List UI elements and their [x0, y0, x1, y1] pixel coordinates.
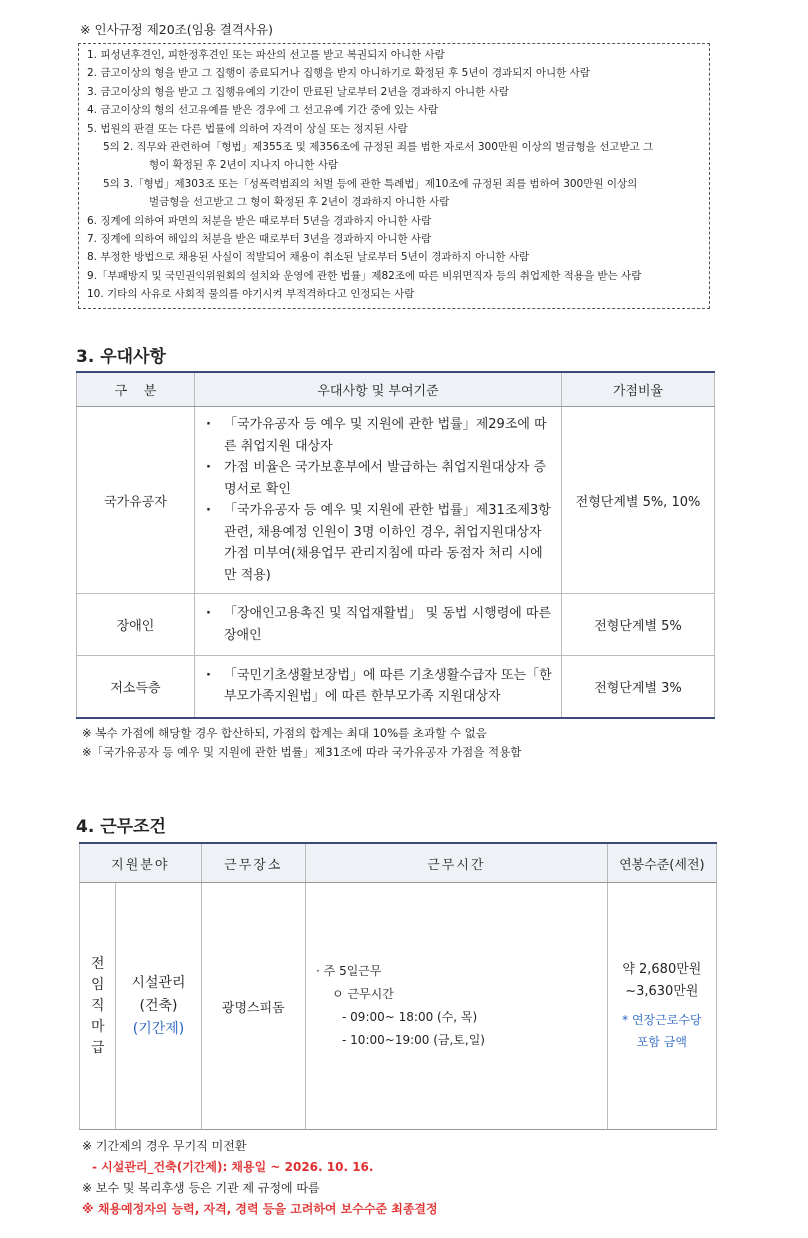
section4-note-4: ※ 채용예정자의 능력, 자격, 경력 등을 고려하여 보수수준 최종결정: [82, 1202, 438, 1216]
col-header-category: 구 분: [77, 372, 195, 407]
regulation-item: 6. 징계에 의하여 파면의 처분을 받은 때로부터 5년을 경과하지 아니한 사람: [87, 214, 432, 227]
preference-table: [76, 371, 715, 719]
section4-title: 4. 근무조건: [76, 817, 166, 837]
regulation-item: 3. 금고이상의 형을 받고 그 집행유예의 기간이 만료된 날로부터 2년을 경과하지 아니한 사람: [87, 85, 509, 98]
preference-category: 저소득층: [77, 656, 195, 718]
preference-category: 장애인: [77, 594, 195, 656]
field-contract-type: (기간제): [132, 1020, 185, 1037]
regulation-item: 10. 기타의 사유로 사회적 물의를 야기시켜 부적격하다고 인정되는 사람: [87, 288, 415, 301]
regulation-item: 7. 징계에 의하여 해임의 처분을 받은 때로부터 3년을 경과하지 아니한 사람: [87, 233, 432, 246]
col-header-hours: 근무시간: [306, 843, 608, 883]
regulation-title: ※ 인사규정 제20조(임용 결격사유): [80, 22, 273, 37]
col-header-place: 근무장소: [201, 843, 305, 883]
criteria-item: · 가점 비율은 국가보훈부에서 발급하는 취업지원대상자 증명서로 확인: [206, 457, 552, 500]
regulation-item: 벌금형을 선고받고 그 형이 확정된 후 2년이 경과하지 아니한 사람: [149, 196, 450, 209]
section3-note-2: ※「국가유공자 등 예우 및 지원에 관한 법률」제31조에 따라 국가유공자 가점을 적용함: [82, 745, 522, 759]
salary-max: ~3,630만원: [625, 984, 699, 999]
criteria-item: · 「장애인고용촉진 및 직업재활법」 및 동법 시행령에 따른 장애인: [206, 603, 552, 646]
criteria-item: · 「국가유공자 등 예우 및 지원에 관한 법률」제29조에 따른 취업지원 대상자: [206, 414, 552, 457]
salary-min: 약 2,680만원: [622, 962, 702, 977]
regulation-item: 8. 부정한 방법으로 채용된 사실이 적발되어 채용이 취소된 날로부터 5년이 경과하지 아니한 사람: [87, 251, 530, 264]
preference-category: 국가유공자: [77, 407, 195, 594]
criteria-item: · 「국가유공자 등 예우 및 지원에 관한 법률」제31조제3항 관련, 채용예정 인원이 3명 이하인 경우, 취업지원대상자 가점 미부여(채용업무 관리지침에 따라 동점자 처리 시에만 적용): [206, 500, 552, 586]
section3-title: 3. 우대사항: [76, 347, 166, 367]
col-header-criteria: 우대사항 및 부여기준: [195, 372, 562, 407]
work-hours: · 주 5일근무 ㅇ 근무시간 - 09:00~ 18:00 (수, 목) - 10:00~19:00 (금,토,일): [306, 883, 608, 1130]
section4-note-2: - 시설관리_건축(기간제): 채용일 ~ 2026. 10. 16.: [92, 1160, 374, 1174]
table-row: [77, 594, 715, 656]
table-row: [77, 656, 715, 718]
preference-criteria: [195, 594, 562, 656]
criteria-item: · 「국민기초생활보장법」에 따른 기초생활수급자 또는「한부모가족지원법」에 따른 한부모가족 지원대상자: [206, 665, 552, 708]
regulation-item: 9.「부패방지 및 국민권익위원회의 설치와 운영에 관한 법률」제82조에 따른 비위면직자 등의 취업제한 적용을 받는 사람: [87, 269, 642, 282]
regulation-item: 5의 3.「형법」제303조 또는「성폭력범죄의 처벌 등에 관한 특례법」제10조에 규정된 죄를 범하여 300만원 이상의: [103, 177, 638, 190]
preference-ratio: 전형단계별 5%: [562, 594, 715, 656]
salary-note: * 연장근로수당: [622, 1013, 702, 1027]
employment-type: 전 임 직 마 급: [80, 883, 116, 1130]
field-sub: (건축): [139, 997, 178, 1014]
regulation-box: [78, 43, 710, 309]
preference-criteria: [195, 656, 562, 718]
section4-note-1: ※ 기간제의 경우 무기직 미전환: [82, 1139, 247, 1153]
regulation-item: 2. 금고이상의 형을 받고 그 집행이 종료되거나 집행을 받지 아니하기로 확정된 후 5년이 경과되지 아니한 사람: [87, 67, 590, 80]
col-header-field: 지원분야: [80, 843, 202, 883]
salary-cell: [607, 883, 716, 1130]
regulation-item: 형이 확정된 후 2년이 지나지 아니한 사람: [149, 159, 338, 172]
section4-note-3: ※ 보수 및 복리후생 등은 기관 제 규정에 따름: [82, 1181, 320, 1195]
col-header-salary: 연봉수준(세전): [607, 843, 716, 883]
regulation-item: 5의 2. 직무와 관련하여「형법」제355조 및 제356조에 규정된 죄를 범한 자로서 300만원 이상의 벌금형을 선고받고 그: [103, 141, 654, 154]
table-row: [80, 883, 717, 1130]
regulation-item: 5. 법원의 판결 또는 다른 법률에 의하여 자격이 상실 또는 정지된 사람: [87, 122, 408, 135]
preference-ratio: 전형단계별 5%, 10%: [562, 407, 715, 594]
preference-criteria: [195, 407, 562, 594]
field-name: 시설관리: [131, 974, 186, 991]
table-row: [77, 407, 715, 594]
regulation-item: 1. 피성년후견인, 피한정후견인 또는 파산의 선고를 받고 복권되지 아니한 사람: [87, 49, 445, 61]
work-condition-table: [79, 842, 717, 1130]
field-cell: [116, 883, 201, 1130]
col-header-ratio: 가점비율: [562, 372, 715, 407]
regulation-item: 4. 금고이상의 형의 선고유예를 받은 경우에 그 선고유예 기간 중에 있는 사람: [87, 104, 439, 117]
preference-ratio: 전형단계별 3%: [562, 656, 715, 718]
salary-note-2: 포함 금액: [636, 1035, 687, 1049]
work-place: 광명스피돔: [201, 883, 305, 1130]
section3-note-1: ※ 복수 가점에 해당할 경우 합산하되, 가점의 합계는 최대 10%를 초과할 수 없음: [82, 726, 487, 740]
